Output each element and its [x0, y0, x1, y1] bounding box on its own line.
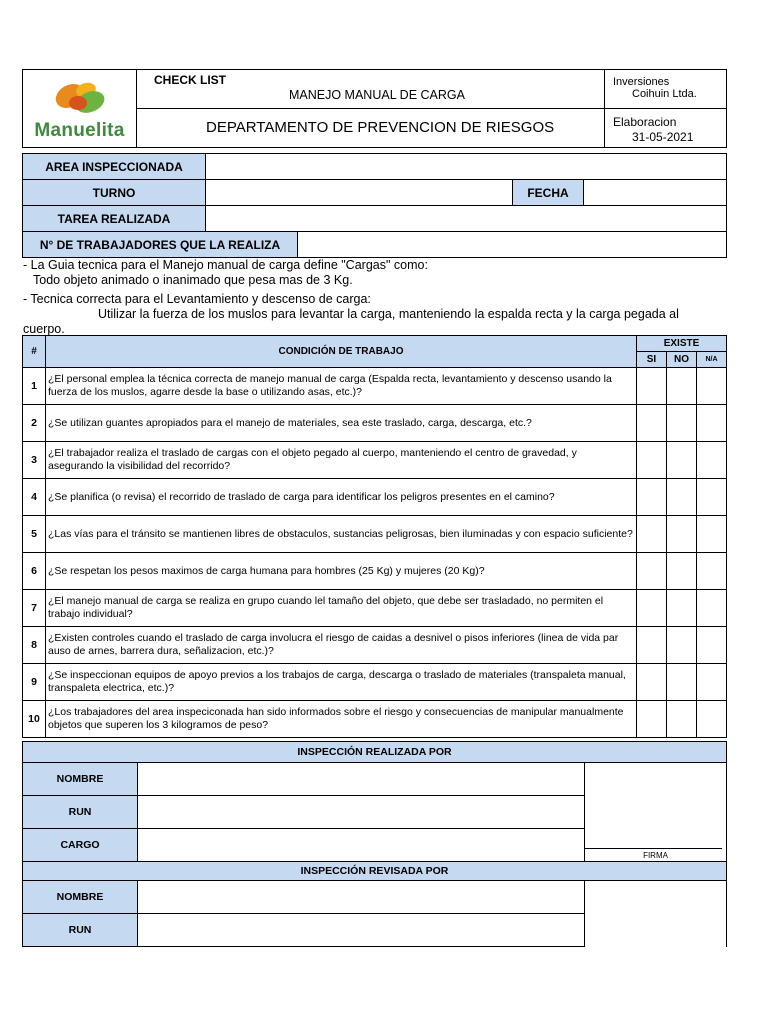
- checkbox-na[interactable]: [697, 627, 727, 664]
- checklist-item-text: ¿Se planifica (o revisa) el recorrido de traslado de carga para identificar los peligros presentes en el camino?: [46, 479, 637, 516]
- checklist-row: [23, 664, 727, 701]
- elaboration-label: Elaboracion: [613, 115, 677, 129]
- checkbox-no[interactable]: [667, 516, 697, 553]
- checkbox-no[interactable]: [667, 627, 697, 664]
- checkbox-yes[interactable]: [637, 664, 667, 701]
- doc-title-cell: [137, 70, 605, 109]
- checklist-row: [23, 405, 727, 442]
- inspection-done-title: INSPECCIÓN REALIZADA POR: [23, 742, 727, 763]
- signature-box[interactable]: [585, 763, 727, 862]
- checklist-item-text: ¿Se inspeccionan equipos de apoyo previos a los trabajos de carga, descarga o traslado de materiales (transpaleta manual, transpaleta electrica, etc.)?: [46, 664, 637, 701]
- inspection-done-table: [22, 741, 727, 947]
- checkbox-no[interactable]: [667, 553, 697, 590]
- checkbox-na[interactable]: [697, 553, 727, 590]
- header-table: [22, 69, 727, 148]
- company-line1: Inversiones: [613, 76, 670, 88]
- workers-label: N° DE TRABAJADORES QUE LA REALIZA: [23, 232, 298, 258]
- checkbox-na[interactable]: [697, 590, 727, 627]
- checkbox-no[interactable]: [667, 701, 697, 738]
- checkbox-yes[interactable]: [637, 479, 667, 516]
- area-field[interactable]: [206, 154, 727, 180]
- checkbox-yes[interactable]: [637, 368, 667, 405]
- checklist-body: [23, 368, 727, 738]
- checklist-row: [23, 701, 727, 738]
- checklist-item-number: 9: [23, 664, 46, 701]
- date-label: FECHA: [513, 180, 584, 206]
- checkbox-na[interactable]: [697, 442, 727, 479]
- checklist-item-number: 6: [23, 553, 46, 590]
- col-na-header: N/A: [697, 352, 727, 368]
- inspection-reviewed-title: INSPECCIÓN REVISADA POR: [23, 862, 727, 881]
- logo-cell: [23, 70, 137, 148]
- col-condition-header: CONDICIÓN DE TRABAJO: [46, 336, 637, 368]
- done-role-label: CARGO: [23, 829, 138, 862]
- checklist-item-text: ¿Se utilizan guantes apropiados para el manejo de materiales, sea este traslado, carga, descarga, etc.?: [46, 405, 637, 442]
- checklist-item-text: ¿Se respetan los pesos maximos de carga humana para hombres (25 Kg) y mujeres (20 Kg)?: [46, 553, 637, 590]
- department-cell: [137, 109, 605, 148]
- leaf-logo-icon: [50, 79, 110, 117]
- checkbox-na[interactable]: [697, 701, 727, 738]
- checkbox-yes[interactable]: [637, 701, 667, 738]
- note-line2: Todo objeto animado o inanimado que pesa mas de 3 Kg.: [33, 273, 353, 287]
- date-field[interactable]: [584, 180, 727, 206]
- done-role-field[interactable]: [138, 829, 585, 862]
- logo-text: Manuelita: [34, 119, 125, 141]
- checklist-item-number: 8: [23, 627, 46, 664]
- done-name-label: NOMBRE: [23, 763, 138, 796]
- checkbox-no[interactable]: [667, 479, 697, 516]
- checkbox-yes[interactable]: [637, 590, 667, 627]
- checkbox-yes[interactable]: [637, 627, 667, 664]
- reviewed-name-label: NOMBRE: [23, 881, 138, 914]
- checklist-item-text: ¿El manejo manual de carga se realiza en grupo cuando lel tamaño del objeto, que debe ser trasladado, no permiten el trabajo individual?: [46, 590, 637, 627]
- checklist-row: [23, 553, 727, 590]
- signature-label: FIRMA: [643, 851, 668, 860]
- checkbox-no[interactable]: [667, 664, 697, 701]
- col-no-header: NO: [667, 352, 697, 368]
- reviewed-signature-box[interactable]: [585, 881, 727, 947]
- checklist-item-number: 2: [23, 405, 46, 442]
- note-line1: - La Guia tecnica para el Manejo manual de carga define "Cargas" como:: [23, 258, 428, 272]
- checklist-item-number: 7: [23, 590, 46, 627]
- done-run-label: RUN: [23, 796, 138, 829]
- doc-title: MANEJO MANUAL DE CARGA: [289, 88, 465, 102]
- reviewed-name-field[interactable]: [138, 881, 585, 914]
- elaboration-date: 31-05-2021: [632, 130, 694, 144]
- logo: [23, 75, 136, 143]
- shift-label: TURNO: [23, 180, 206, 206]
- checklist-item-text: ¿Los trabajadores del area inspeciconada han sido informados sobre el riesgo y consecuencias de manipular manualmente objetos que superen los 3 kilogramos de peso?: [46, 701, 637, 738]
- done-run-field[interactable]: [138, 796, 585, 829]
- checkbox-na[interactable]: [697, 368, 727, 405]
- col-yes-header: SI: [637, 352, 667, 368]
- col-num-header: #: [23, 336, 46, 368]
- checkbox-na[interactable]: [697, 405, 727, 442]
- checkbox-yes[interactable]: [637, 442, 667, 479]
- elaboration-cell: [605, 109, 727, 148]
- checkbox-yes[interactable]: [637, 516, 667, 553]
- checklist-row: [23, 516, 727, 553]
- area-label: AREA INSPECCIONADA: [23, 154, 206, 180]
- doc-type: CHECK LIST: [154, 73, 226, 87]
- reviewed-run-label: RUN: [23, 914, 138, 947]
- checkbox-yes[interactable]: [637, 553, 667, 590]
- checklist-item-number: 10: [23, 701, 46, 738]
- checklist-row: [23, 590, 727, 627]
- checkbox-no[interactable]: [667, 590, 697, 627]
- info-table: [22, 153, 727, 258]
- checklist-item-text: ¿Las vías para el tránsito se mantienen libres de obstaculos, sustancias peligrosas, bien iluminadas y con espacio suficiente?: [46, 516, 637, 553]
- checklist-row: [23, 368, 727, 405]
- checkbox-no[interactable]: [667, 405, 697, 442]
- checklist-table: [22, 335, 727, 738]
- checkbox-na[interactable]: [697, 664, 727, 701]
- checkbox-na[interactable]: [697, 479, 727, 516]
- col-exists-header: EXISTE: [637, 336, 727, 352]
- note-line5: cuerpo.: [23, 322, 65, 336]
- checkbox-no[interactable]: [667, 368, 697, 405]
- done-name-field[interactable]: [138, 763, 585, 796]
- checklist-row: [23, 479, 727, 516]
- checkbox-yes[interactable]: [637, 405, 667, 442]
- company-line2: Coihuin Ltda.: [632, 88, 697, 100]
- workers-field[interactable]: [298, 232, 727, 258]
- checklist-row: [23, 442, 727, 479]
- checklist-row: [23, 627, 727, 664]
- checklist-item-number: 4: [23, 479, 46, 516]
- checkbox-no[interactable]: [667, 442, 697, 479]
- checklist-item-text: ¿El trabajador realiza el traslado de cargas con el objeto pegado al cuerpo, manteniendo el centro de gravedad, y asegurando la visibilidad del recorrido?: [46, 442, 637, 479]
- checklist-item-text: ¿Existen controles cuando el traslado de carga involucra el riesgo de caidas a desnivel o pisos inferiores (linea de vida par auso de arnes, barrera dura, señalizacion, etc.)?: [46, 627, 637, 664]
- notes: [23, 258, 733, 336]
- department-title: DEPARTAMENTO DE PREVENCION DE RIESGOS: [206, 119, 555, 136]
- note-line3: - Tecnica correcta para el Levantamiento y descenso de carga:: [23, 292, 371, 306]
- checklist-item-text: ¿El personal emplea la técnica correcta de manejo manual de carga (Espalda recta, levantamiento y descenso usando la fuerza de los muslos, agarre desde la base o utilizando asas, etc.)?: [46, 368, 637, 405]
- checklist-item-number: 3: [23, 442, 46, 479]
- checklist-item-number: 1: [23, 368, 46, 405]
- checkbox-na[interactable]: [697, 516, 727, 553]
- task-label: TAREA REALIZADA: [23, 206, 206, 232]
- task-field[interactable]: [206, 206, 727, 232]
- company-cell: [605, 70, 727, 109]
- shift-field[interactable]: [206, 180, 513, 206]
- reviewed-run-field[interactable]: [138, 914, 585, 947]
- checklist-item-number: 5: [23, 516, 46, 553]
- note-line4: Utilizar la fuerza de los muslos para levantar la carga, manteniendo la espalda recta y la carga pegada al: [98, 307, 679, 321]
